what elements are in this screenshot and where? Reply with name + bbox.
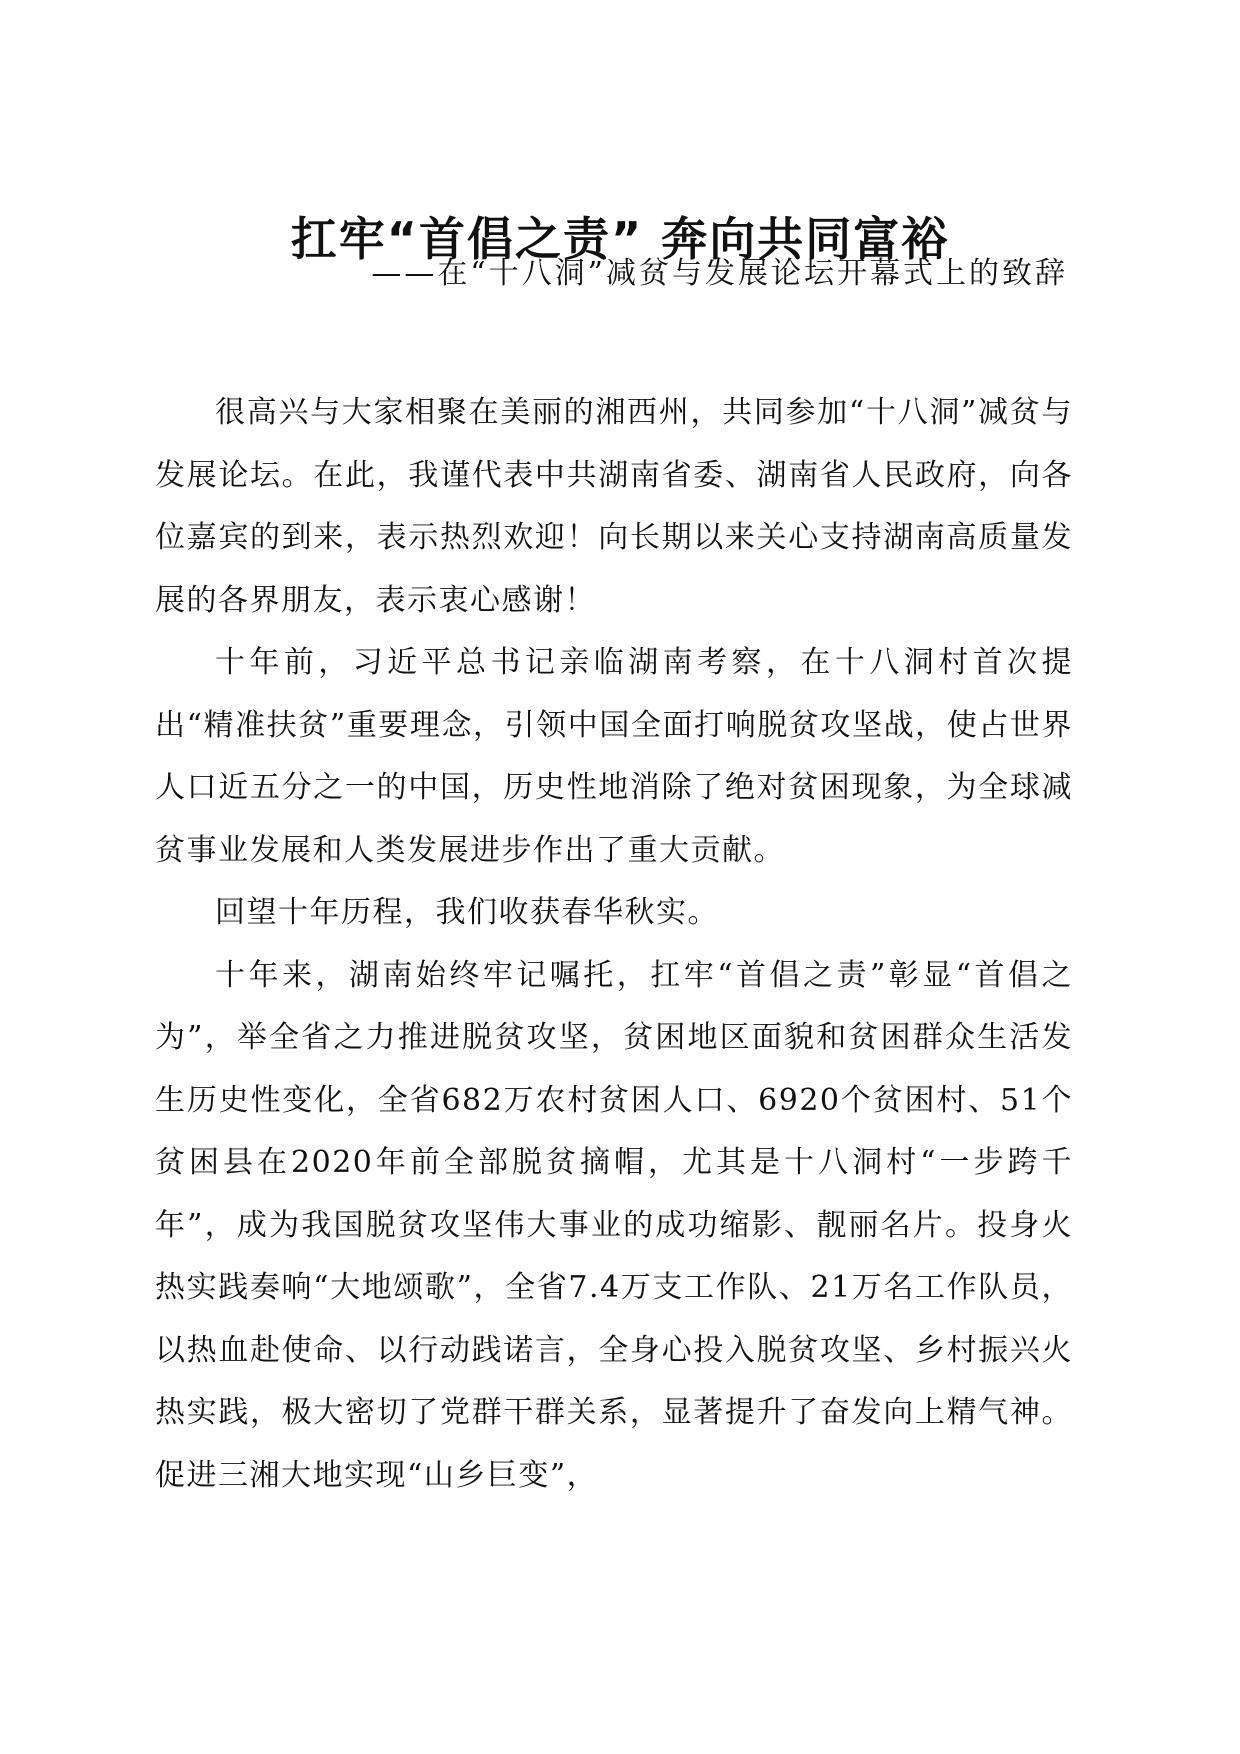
- document-subtitle: ——在“十八洞”减贫与发展论坛开幕式上的致辞: [371, 256, 1068, 291]
- paragraph: 十年来，湖南始终牢记嘱托，扛牢“首倡之责”彰显“首倡之为”，举全省之力推进脱贫攻坚，贫困地区面貌和贫困群众生活发生历史性变化，全省682万农村贫困人口、6920个贫困村、51个贫困县在2020年前全部脱贫摘帽，尤其是十八洞村“一步跨千年”，成为我国脱贫攻坚伟大事业的成功缩影、靓丽名片。投身火热实践奏响“大地颂歌”，全省7.4万支工作队、21万名工作队员，以热血赴使命、以行动践诺言，全身心投入脱贫攻坚、乡村振兴火热实践，极大密切了党群干群关系，显著提升了奋发向上精气神。促进三湘大地实现“山乡巨变”，: [155, 957, 1073, 1493]
- paragraph: 回望十年历程，我们收获春华秋实。: [215, 895, 719, 930]
- paragraph: 很高兴与大家相聚在美丽的湘西州，共同参加“十八洞”减贫与发展论坛。在此，我谨代表中共湖南省委、湖南省人民政府，向各位嘉宾的到来，表示热烈欢迎！向长期以来关心支持湖南高质量发展的各界朋友，表示衷心感谢！: [155, 395, 1073, 618]
- document-body: [155, 382, 1073, 1507]
- document-title: 扛牢“首倡之责” 奔向共同富裕: [290, 211, 950, 266]
- paragraph: 十年前，习近平总书记亲临湖南考察，在十八洞村首次提出“精准扶贫”重要理念，引领中国全面打响脱贫攻坚战，使占世界人口近五分之一的中国，历史性地消除了绝对贫困现象，为全球减贫事业发展和人类发展进步作出了重大贡献。: [155, 645, 1073, 868]
